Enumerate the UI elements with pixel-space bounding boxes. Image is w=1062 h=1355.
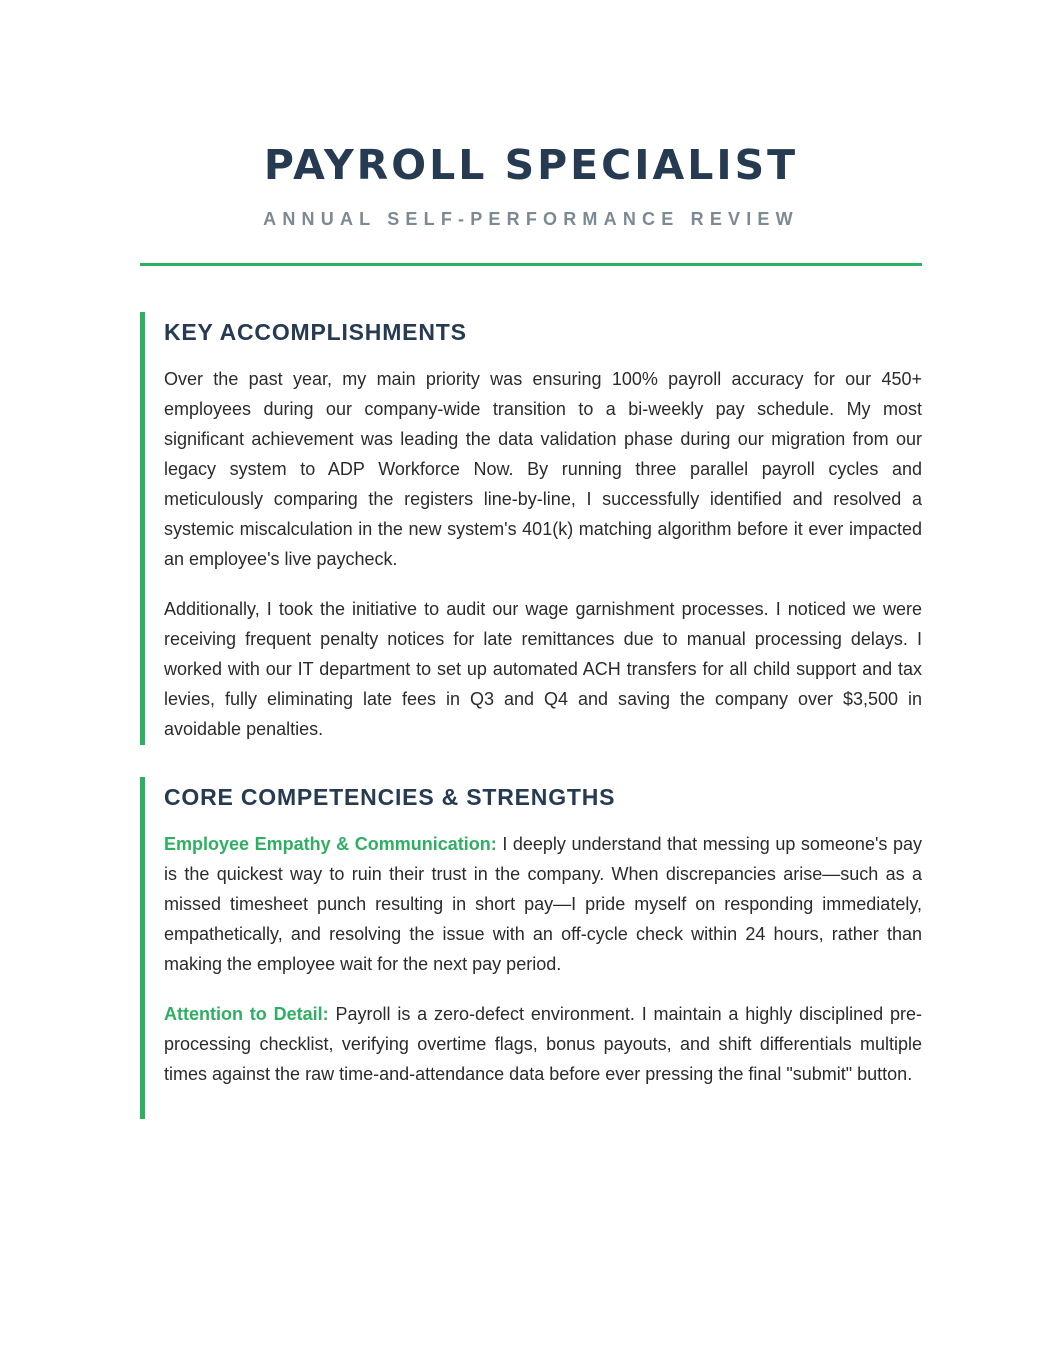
section-heading: KEY ACCOMPLISHMENTS — [164, 319, 467, 345]
competency-label: Attention to Detail: — [164, 1004, 329, 1024]
page-subtitle: ANNUAL SELF-PERFORMANCE REVIEW — [263, 209, 799, 229]
key-accomplishments-section — [140, 312, 922, 745]
paragraph: Additionally, I took the initiative to audit our wage garnishment processes. I noticed we were receiving frequent penalty notices for late remittances due to manual processing delays. I worked with our IT department to set up automated ACH transfers for all child support and tax levies, fully eliminating late fees in Q3 and Q4 and saving the company over $3,500 in avoidable penalties. — [164, 599, 922, 739]
header-divider — [140, 263, 922, 266]
page-title: PAYROLL SPECIALIST — [263, 141, 799, 189]
section-heading: CORE COMPETENCIES & STRENGTHS — [164, 784, 616, 810]
competency-label: Employee Empathy & Communication: — [164, 834, 497, 854]
competency-text: I deeply understand that messing up someone's pay is the quickest way to ruin their trust in the company. When discrepancies arise—such as a missed timesheet punch resulting in short pay—I pride myself on responding immediately, empathetically, and resolving the issue with an off-cycle check within 24 hours, rather than making the employee wait for the next pay period. — [164, 834, 922, 974]
competency-item — [164, 999, 922, 1089]
competency-item — [164, 829, 922, 979]
paragraph: Over the past year, my main priority was ensuring 100% payroll accuracy for our 450+ employees during our company-wide transition to a bi-weekly pay schedule. My most significant achievement was leading the data validation phase during our migration from our legacy system to ADP Workforce Now. By running three parallel payroll cycles and meticulously comparing the registers line-by-line, I successfully identified and resolved a systemic miscalculation in the new system's 401(k) matching algorithm before it ever impacted an employee's live paycheck. — [164, 369, 922, 569]
competency-text: Payroll is a zero-defect environment. I maintain a highly disciplined pre-processing checklist, verifying overtime flags, bonus payouts, and shift differentials multiple times against the raw time-and-attendance data before ever pressing the final "submit" button. — [164, 1004, 922, 1084]
core-competencies-section — [140, 777, 922, 1119]
